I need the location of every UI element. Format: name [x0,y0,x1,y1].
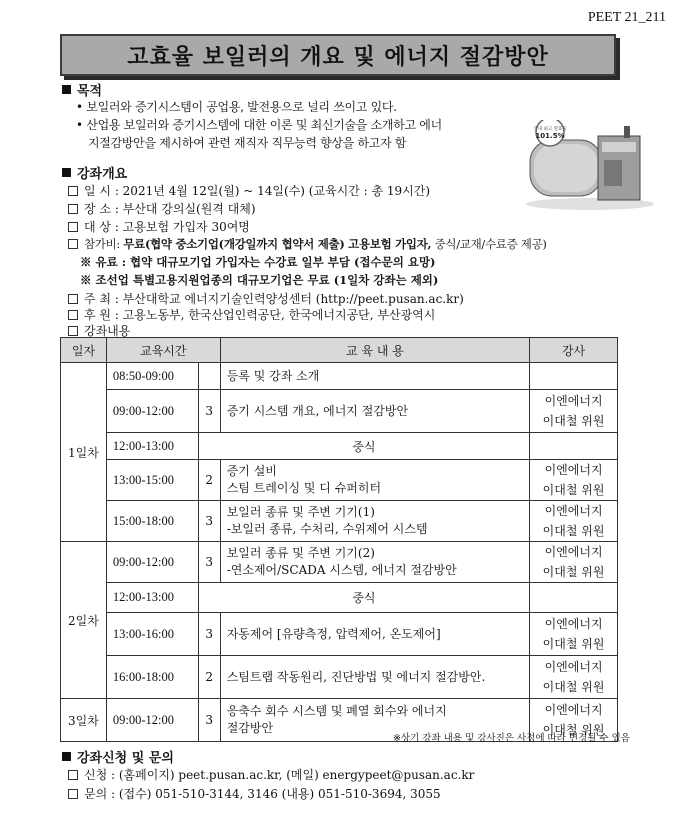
time-cell: 16:00-18:00 [106,656,198,699]
content-cell: 보일러 종류 및 주변 기기(2) -연소제어/SCADA 시스템, 에너지 절감방안 [220,542,529,583]
hours-cell: 2 [198,656,220,699]
table-row [61,501,618,542]
checkbox-icon [68,310,78,320]
checkbox-icon [68,326,78,336]
table-header-row [61,338,618,363]
hours-cell: 3 [198,613,220,656]
content-cell: 스팀트랩 작동원리, 진단방법 및 에너지 절감방안. [220,656,529,699]
checkbox-icon [68,222,78,232]
purpose-item: 지절감방안을 제시하여 관련 재직자 직무능력 향상을 하고자 함 [88,136,407,150]
square-bullet-icon [62,85,71,94]
content-cell: 자동제어 [유량측정, 압력제어, 온도제어] [220,613,529,656]
header-content: 교 육 내 용 [220,338,529,363]
lecturer-cell: 이엔에너지 이대철 위원 [530,656,618,699]
table-row [61,390,618,433]
checkbox-icon [68,239,78,249]
contact-heading: 강좌신청 및 문의 [62,747,174,766]
lecturer-cell [530,433,618,460]
content-cell: 보일러 종류 및 주변 기기(1) -보일러 종류, 수처리, 수위제어 시스템 [220,501,529,542]
day-cell: 3일차 [61,699,107,742]
checkbox-icon [68,186,78,196]
purpose-item: • 산업용 보일러와 증기시스템에 대한 이론 및 최신기술을 소개하고 에너 [76,118,442,132]
content-cell: 증기 시스템 개요, 에너지 절감방안 [220,390,529,433]
overview-place: 장 소 : 부산대 강의실(원격 대체) [68,200,256,217]
lecturer-cell: 이엔에너지 이대철 위원 [530,613,618,656]
overview-sponsor: 후 원 : 고용노동부, 한국산업인력공단, 한국에너지공단, 부산광역시 [68,306,435,323]
time-cell: 09:00-12:00 [106,699,198,742]
lunch-cell: 중식 [198,583,529,613]
hours-cell: 3 [198,390,220,433]
document-code: PEET 21_211 [587,10,666,25]
table-row [61,613,618,656]
contact-apply: 신청 : (홈페이지) peet.pusan.ac.kr, (메일) energypeet@pusan.ac.kr [68,766,474,783]
overview-heading: 강좌개요 [62,163,127,182]
table-row [61,460,618,501]
lecturer-cell [530,363,618,390]
purpose-heading: 목적 [62,80,102,99]
purpose-item: • 보일러와 증기시스템이 공업용, 발전용으로 널리 쓰이고 있다. [76,100,397,114]
overview-note-shipbuilding: ※ 조선업 특별고용지원업종의 대규모기업은 무료 (1일차 강좌는 제외) [80,273,439,287]
header-lecturer: 강사 [530,338,618,363]
badge-value: 101.5% [535,132,565,140]
lecturer-cell: 이엔에너지 이대철 위원 [530,501,618,542]
table-row [61,656,618,699]
schedule-table [60,337,618,742]
hours-cell: 3 [198,542,220,583]
checkbox-icon [68,204,78,214]
time-cell: 13:00-16:00 [106,613,198,656]
content-cell: 증기 설비 스팀 트레이싱 및 디 슈퍼히터 [220,460,529,501]
day-cell: 1일차 [61,363,107,542]
hours-cell: 3 [198,699,220,742]
square-bullet-icon [62,752,71,761]
content-cell: 등록 및 강좌 소개 [220,363,529,390]
lecturer-cell: 이엔에너지 이대철 위원 [530,699,618,742]
checkbox-icon [68,770,78,780]
page-title: 고효율 보일러의 개요 및 에너지 절감방안 [127,44,549,70]
time-cell: 15:00-18:00 [106,501,198,542]
overview-target: 대 상 : 고용보험 가입자 30여명 [68,218,250,235]
time-cell: 12:00-13:00 [106,583,198,613]
time-cell: 09:00-12:00 [106,542,198,583]
time-cell: 09:00-12:00 [106,390,198,433]
square-bullet-icon [62,168,71,177]
overview-date: 일 시 : 2021년 4월 12일(월) ~ 14일(수) (교육시간 : 총 19시간) [68,182,430,199]
checkbox-icon [68,294,78,304]
checkbox-icon [68,789,78,799]
day-cell: 2일차 [61,542,107,699]
table-row [61,542,618,583]
time-cell: 08:50-09:00 [106,363,198,390]
time-cell: 12:00-13:00 [106,433,198,460]
lecturer-cell [530,583,618,613]
header-time: 교육시간 [106,338,220,363]
lecturer-cell: 이엔에너지 이대철 위원 [530,460,618,501]
hours-cell [198,363,220,390]
time-cell: 13:00-15:00 [106,460,198,501]
overview-content-label: 강좌내용 [68,322,130,339]
contact-inquiry: 문의 : (접수) 051-510-3144, 3146 (내용) 051-510-3694, 3055 [68,785,441,802]
overview-host: 주 최 : 부산대학교 에너지기술인력양성센터 (http://peet.pusan.ac.kr) [68,290,464,307]
footnote: ※상기 강좌 내용 및 강사진은 사정에 따라 변경될 수 있음 [392,733,630,744]
overview-fee: 참가비: 무료(협약 중소기업(개강일까지 협약서 제출) 고용보험 가입자, 중식/교재/수료증 제공) [68,236,547,252]
title-banner [60,34,616,76]
overview-note-paid: ※ 유료 : 협약 대규모기업 가입자는 수강료 일부 부담 (접수문의 요망) [80,255,436,269]
table-row [61,363,618,390]
lunch-cell: 중식 [198,433,529,460]
hours-cell: 3 [198,501,220,542]
header-day: 일자 [61,338,107,363]
lecturer-cell: 이엔에너지 이대철 위원 [530,542,618,583]
table-row [61,433,618,460]
boiler-image [520,120,660,212]
hours-cell: 2 [198,460,220,501]
content-cell: 응축수 회수 시스템 및 폐열 회수와 에너지 절감방안 [220,699,529,742]
table-row [61,583,618,613]
badge-label: 국내 최고 열효율 [533,127,567,132]
lecturer-cell: 이엔에너지 이대철 위원 [530,390,618,433]
